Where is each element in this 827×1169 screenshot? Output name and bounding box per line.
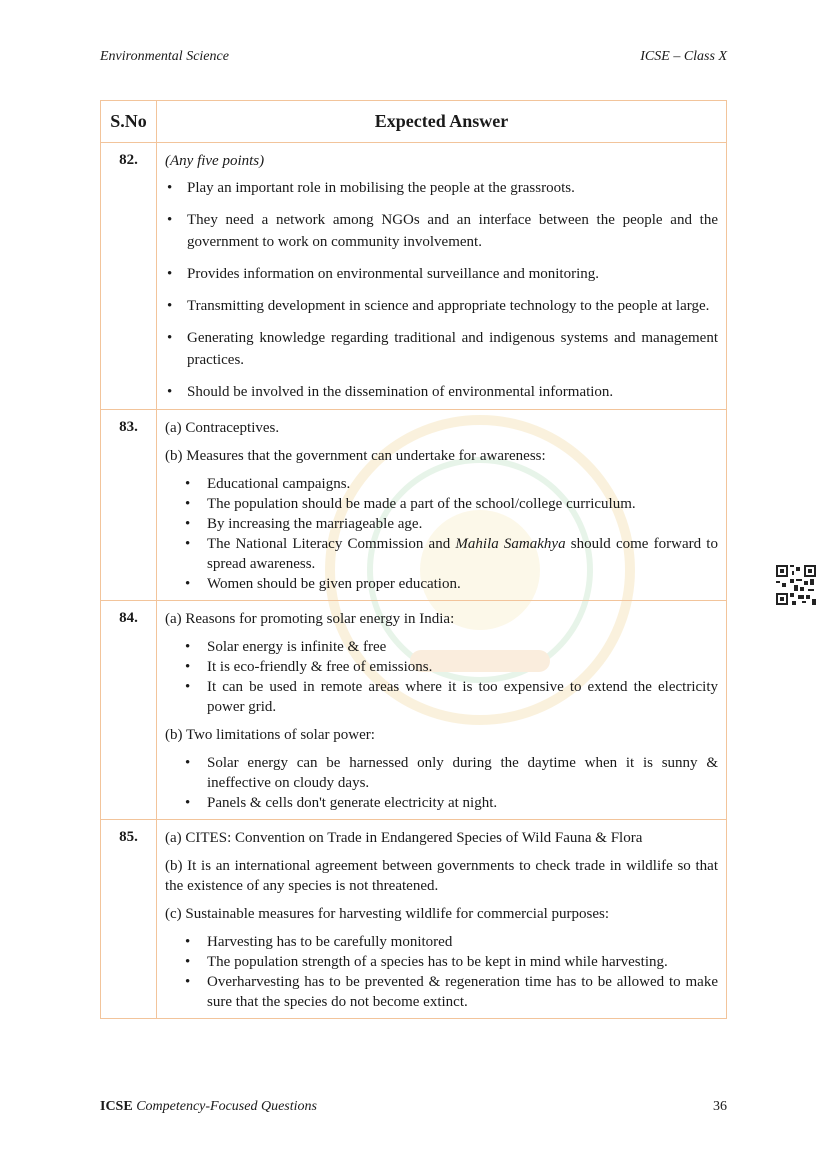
list-item-text: should come forward to spread awareness. bbox=[207, 536, 718, 572]
header-subject: Environmental Science bbox=[100, 49, 229, 64]
list-item: • Women should be given proper education. bbox=[185, 574, 718, 594]
list-item: • Panels & cells don't generate electricity at night. bbox=[185, 793, 718, 813]
list-item: • Provides information on environmental surveillance and monitoring. bbox=[165, 263, 718, 285]
table-row bbox=[101, 410, 727, 601]
answer-table bbox=[100, 100, 727, 1019]
column-header-answer: Expected Answer bbox=[157, 101, 727, 143]
bullet-list bbox=[165, 637, 718, 717]
footer-subtitle: Competency-Focused Questions bbox=[136, 1099, 317, 1114]
answer-part-b: (b) Measures that the government can undertake for awareness: bbox=[165, 448, 546, 464]
list-item bbox=[185, 534, 718, 574]
question-number: 82. bbox=[101, 143, 157, 410]
list-item: • Transmitting development in science and appropriate technology to the people at large. bbox=[165, 295, 718, 317]
qr-code-icon[interactable] bbox=[776, 565, 816, 605]
list-item: • Play an important role in mobilising the people at the grassroots. bbox=[165, 177, 718, 199]
answer-part-c: (c) Sustainable measures for harvesting wildlife for commercial purposes: bbox=[165, 906, 610, 922]
bullet-list bbox=[165, 177, 718, 403]
list-item: • Generating knowledge regarding traditional and indigenous systems and management practices. bbox=[165, 327, 718, 371]
list-item: • Overharvesting has to be prevented & regeneration time has to be allowed to make sure that the species do not become extinct. bbox=[185, 972, 718, 1012]
question-number: 84. bbox=[101, 601, 157, 820]
page-number: 36 bbox=[713, 1099, 727, 1114]
footer-brand: ICSE bbox=[100, 1099, 133, 1114]
list-item: • Harvesting has to be carefully monitored bbox=[185, 932, 718, 952]
answer-cell bbox=[157, 410, 727, 601]
list-item: • Solar energy can be harnessed only during the daytime when it is sunny & ineffective on cloudy days. bbox=[185, 753, 718, 793]
list-item: • By increasing the marriageable age. bbox=[185, 514, 718, 534]
header-class: ICSE – Class X bbox=[640, 49, 727, 64]
answer-cell bbox=[157, 820, 727, 1019]
list-item-text: The National Literacy Commission and bbox=[207, 536, 456, 552]
list-item: • It is eco-friendly & free of emissions. bbox=[185, 657, 718, 677]
list-item: • Should be involved in the dissemination of environmental information. bbox=[165, 381, 718, 403]
list-item: • They need a network among NGOs and an interface between the people and the government to work on community involvement. bbox=[165, 209, 718, 253]
table-row bbox=[101, 820, 727, 1019]
list-item: • Educational campaigns. bbox=[185, 474, 718, 494]
table-row bbox=[101, 601, 727, 820]
answer-part-a: (a) Reasons for promoting solar energy in India: bbox=[165, 611, 455, 627]
answer-intro: (Any five points) bbox=[165, 153, 265, 169]
list-item: • Solar energy is infinite & free bbox=[185, 637, 718, 657]
answer-part-a: (a) CITES: Convention on Trade in Endangered Species of Wild Fauna & Flora bbox=[165, 830, 643, 846]
bullet-list bbox=[165, 474, 718, 594]
program-name: Mahila Samakhya bbox=[455, 536, 566, 552]
question-number: 83. bbox=[101, 410, 157, 601]
answer-part-a: (a) Contraceptives. bbox=[165, 420, 280, 436]
footer-title bbox=[100, 1099, 317, 1115]
answer-part-b: (b) It is an international agreement between governments to check trade in wildlife so that the existence of any species is not threatened. bbox=[165, 858, 718, 894]
answer-cell bbox=[157, 143, 727, 410]
table-header-row bbox=[101, 101, 727, 143]
answer-cell bbox=[157, 601, 727, 820]
column-header-sno: S.No bbox=[101, 101, 157, 143]
bullet-list bbox=[165, 753, 718, 813]
bullet-list bbox=[165, 932, 718, 1012]
list-item: • It can be used in remote areas where it is too expensive to extend the electricity power grid. bbox=[185, 677, 718, 717]
answer-part-b: (b) Two limitations of solar power: bbox=[165, 727, 375, 743]
list-item: • The population strength of a species has to be kept in mind while harvesting. bbox=[185, 952, 718, 972]
table-row bbox=[101, 143, 727, 410]
list-item: • The population should be made a part of the school/college curriculum. bbox=[185, 494, 718, 514]
question-number: 85. bbox=[101, 820, 157, 1019]
